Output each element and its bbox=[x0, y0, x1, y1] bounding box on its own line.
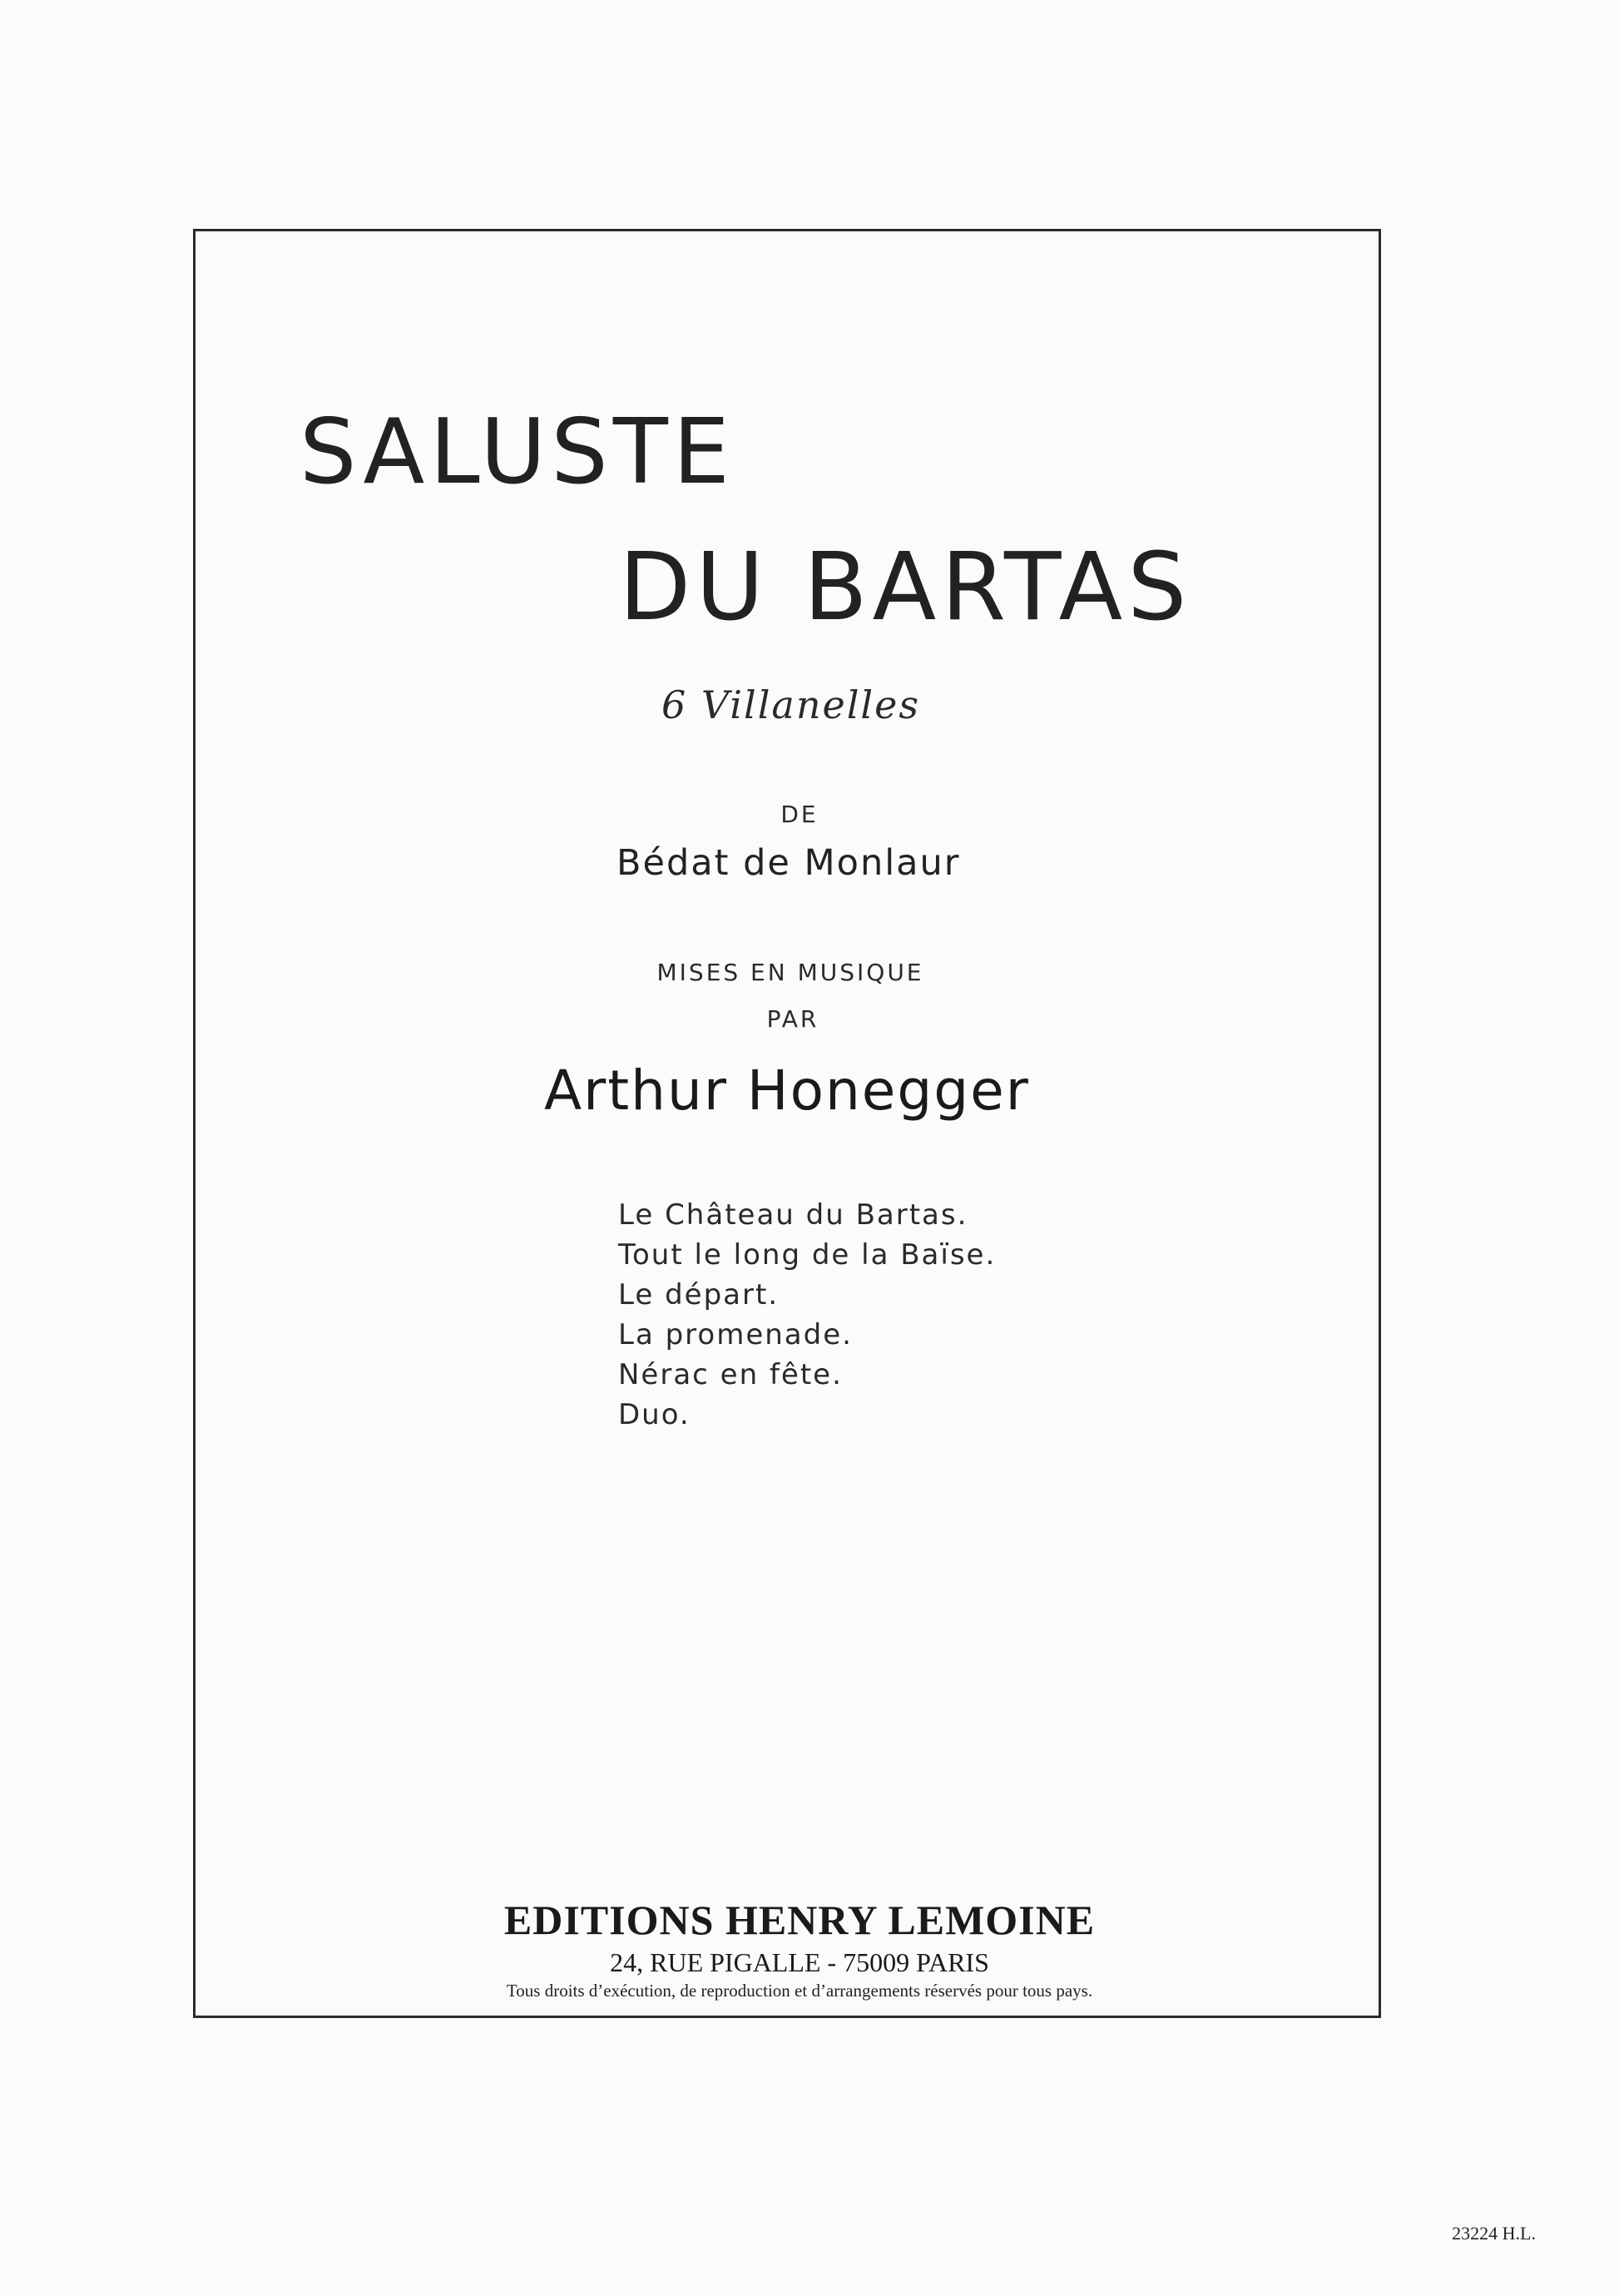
song-item: Le Château du Bartas. bbox=[618, 1198, 968, 1232]
publisher-name: EDITIONS HENRY LEMOINE bbox=[503, 1897, 1096, 1943]
poet-prefix: DE bbox=[780, 801, 819, 828]
publisher-address: 24, RUE PIGALLE - 75009 PARIS bbox=[610, 1947, 989, 1977]
song-item: Tout le long de la Baïse. bbox=[618, 1238, 997, 1272]
catalog-number: 23224 H.L. bbox=[1452, 2223, 1536, 2244]
subtitle: 6 Villanelles bbox=[661, 682, 920, 727]
song-item: Nérac en fête. bbox=[618, 1358, 843, 1391]
composer-name: Arthur Honegger bbox=[544, 1059, 1030, 1123]
song-item: Duo. bbox=[618, 1398, 691, 1431]
song-item: La promenade. bbox=[618, 1318, 853, 1351]
title-line-1: SALUSTE bbox=[300, 400, 735, 504]
poet-name: Bédat de Monlaur bbox=[616, 842, 961, 884]
rights-notice: Tous droits d’exécution, de reproduction et d’arrangements réservés pour tous pays. bbox=[506, 1981, 1093, 2001]
composer-prefix: PAR bbox=[766, 1005, 819, 1033]
title-line-2: DU BARTAS bbox=[619, 533, 1192, 642]
song-item: Le départ. bbox=[618, 1278, 780, 1312]
song-list bbox=[618, 1195, 996, 1435]
music-label: MISES EN MUSIQUE bbox=[656, 959, 924, 986]
